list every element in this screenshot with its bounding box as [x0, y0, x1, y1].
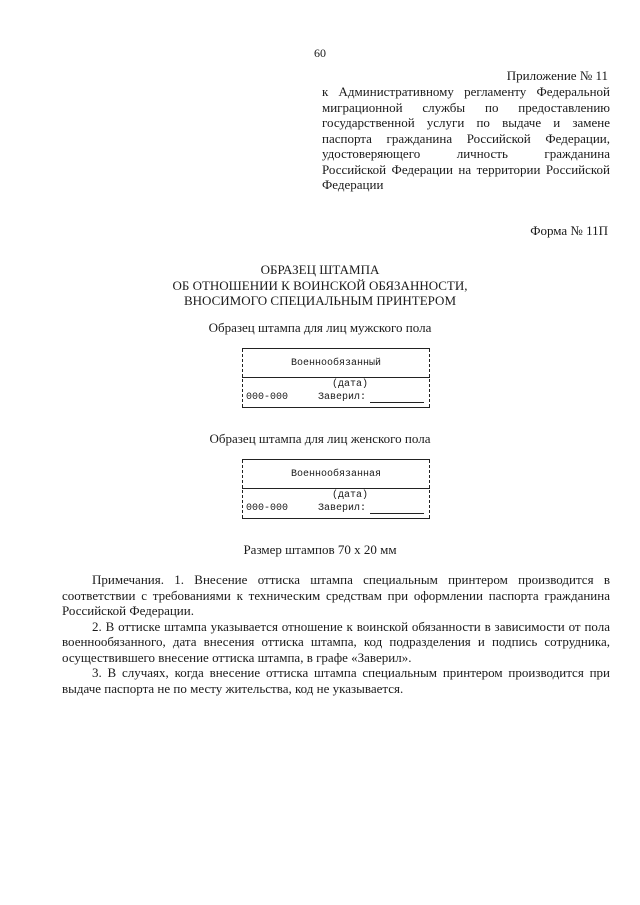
male-stamp-caption: Образец штампа для лиц мужского пола — [208, 320, 432, 335]
stamp-code: 000-000 — [246, 503, 289, 514]
stamp-signature-line — [370, 402, 424, 403]
document-title — [0, 262, 640, 309]
stamp-divider — [242, 377, 430, 378]
stamp-divider — [242, 488, 430, 489]
page-number: 60 — [314, 46, 326, 60]
appendix-title: Приложение № 11 — [506, 68, 608, 83]
appendix-text: к Административному регламенту Федеральной миграционной службы по предоставлению государственной услуги по выдаче и замене паспорта гражданина Российской Федерации, удостоверяющего личность гражданина Российской Федерации на территории Российской Федерации — [322, 84, 610, 192]
stamp-signature-line — [370, 513, 424, 514]
title-line-3: ВНОСИМОГО СПЕЦИАЛЬНЫМ ПРИНТЕРОМ — [183, 293, 457, 308]
stamp-status: Военнообязанный — [290, 358, 381, 369]
form-number: Форма № 11П — [530, 223, 608, 238]
female-stamp-caption: Образец штампа для лиц женского пола — [209, 431, 431, 446]
stamp-certified-label: Заверил: — [318, 392, 367, 403]
male-stamp — [242, 348, 430, 408]
title-line-2: ОБ ОТНОШЕНИИ К ВОИНСКОЙ ОБЯЗАННОСТИ, — [172, 277, 468, 293]
stamp-status: Военнообязанная — [290, 469, 381, 480]
stamp-code: 000-000 — [246, 392, 289, 403]
stamp-date: (дата) — [331, 490, 368, 501]
note-2: 2. В оттиске штампа указывается отношение к воинской обязанности в зависимости от пола военнообязанного, дата внесения оттиска штампа, код подразделения и подпись сотрудника, осуществившего внесение оттиска штампа, в графе «Заверил». — [62, 618, 610, 665]
note-1: Примечания. 1. Внесение оттиска штампа специальным принтером производится в соответствии с требованиями к техническим средствам при оформлении паспорта гражданина Российской Федерации. — [62, 572, 610, 618]
stamp-date: (дата) — [331, 379, 368, 390]
stamp-certified-label: Заверил: — [318, 503, 367, 514]
title-line-1: ОБРАЗЕЦ ШТАМПА — [260, 262, 380, 277]
notes — [62, 572, 610, 696]
female-stamp — [242, 459, 430, 519]
note-3: 3. В случаях, когда внесение оттиска штампа специальным принтером производится при выдаче паспорта не по месту жительства, код не указывается. — [62, 665, 610, 696]
stamp-size-caption: Размер штампов 70 х 20 мм — [243, 542, 397, 557]
